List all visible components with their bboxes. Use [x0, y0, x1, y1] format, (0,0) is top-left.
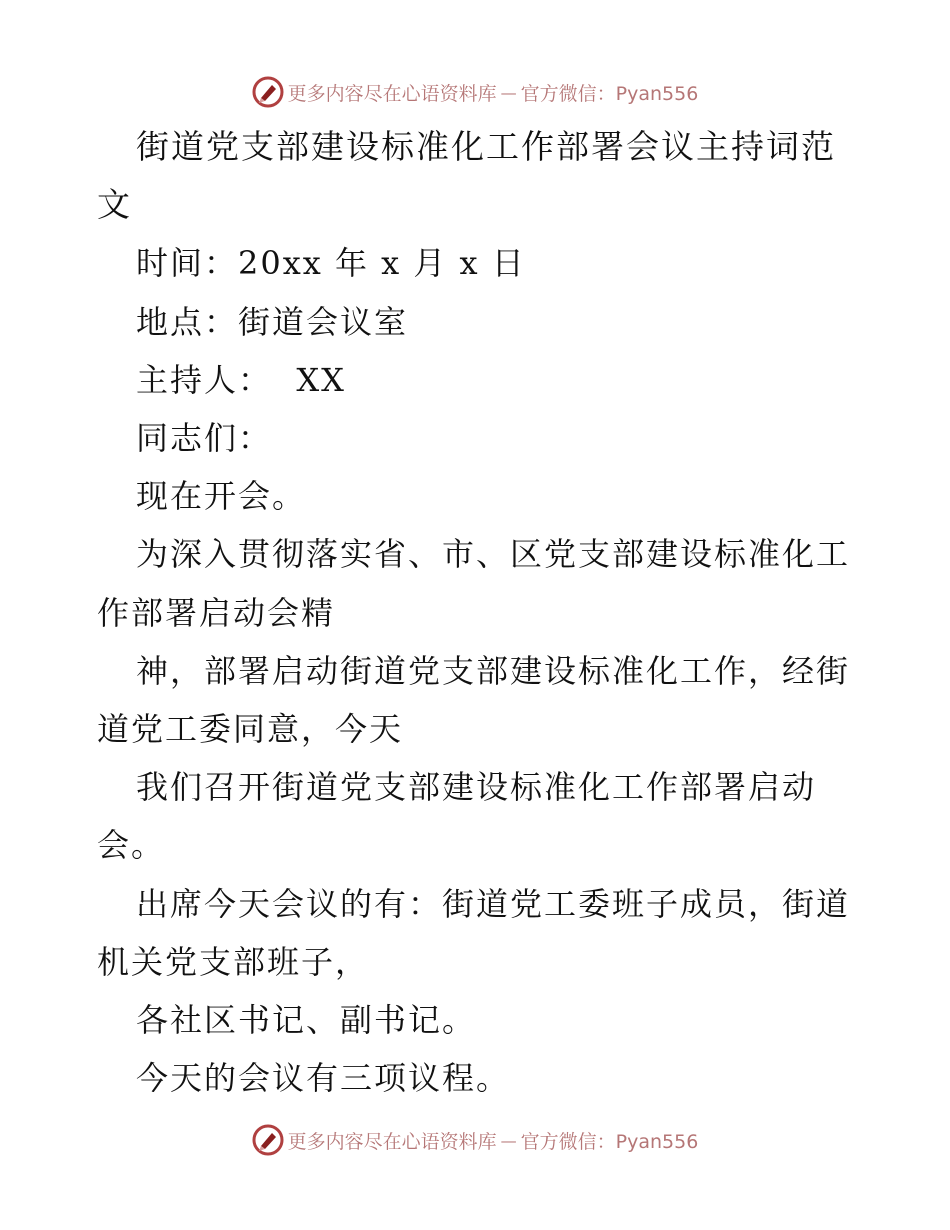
watermark-separator: — [500, 1130, 517, 1150]
body-line: 作部署启动会精 [97, 593, 336, 632]
watermark-separator: — [500, 82, 517, 102]
meeting-location: 地点：街道会议室 [136, 302, 409, 341]
body-line: 机关党支部班子， [97, 942, 370, 981]
body-line: 各社区书记、副书记。 [136, 1001, 477, 1040]
agenda-line: 今天的会议有三项议程。 [136, 1059, 511, 1098]
pen-logo-icon [252, 76, 284, 108]
body-line: 出席今天会议的有：街道党工委班子成员，街道 [136, 884, 851, 923]
salutation: 同志们： [136, 419, 273, 458]
header-watermark [0, 72, 950, 112]
watermark-main-text: 更多内容尽在心语资料库 [287, 82, 497, 105]
meeting-time: 时间：20xx 年 x 月 x 日 [136, 244, 526, 283]
watermark-side-text: 官方微信：Pyan556 [520, 82, 699, 105]
document-title: 街道党支部建设标准化工作部署会议主持词范文 [97, 127, 836, 225]
opening-line: 现在开会。 [136, 477, 307, 516]
watermark-side-text: 官方微信：Pyan556 [520, 1130, 699, 1153]
pen-logo-icon [252, 1124, 284, 1156]
body-line: 我们召开街道党支部建设标准化工作部署启动 [136, 768, 817, 807]
document-body [0, 118, 950, 1107]
meeting-host: 主持人： XX [136, 360, 346, 399]
body-line: 为深入贯彻落实省、市、区党支部建设标准化工 [136, 535, 851, 574]
body-line: 道党工委同意，今天 [97, 710, 404, 749]
footer-watermark [0, 1120, 950, 1160]
watermark-main-text: 更多内容尽在心语资料库 [287, 1130, 497, 1153]
body-line: 会。 [97, 826, 166, 865]
body-line: 神，部署启动街道党支部建设标准化工作，经街 [136, 651, 851, 690]
